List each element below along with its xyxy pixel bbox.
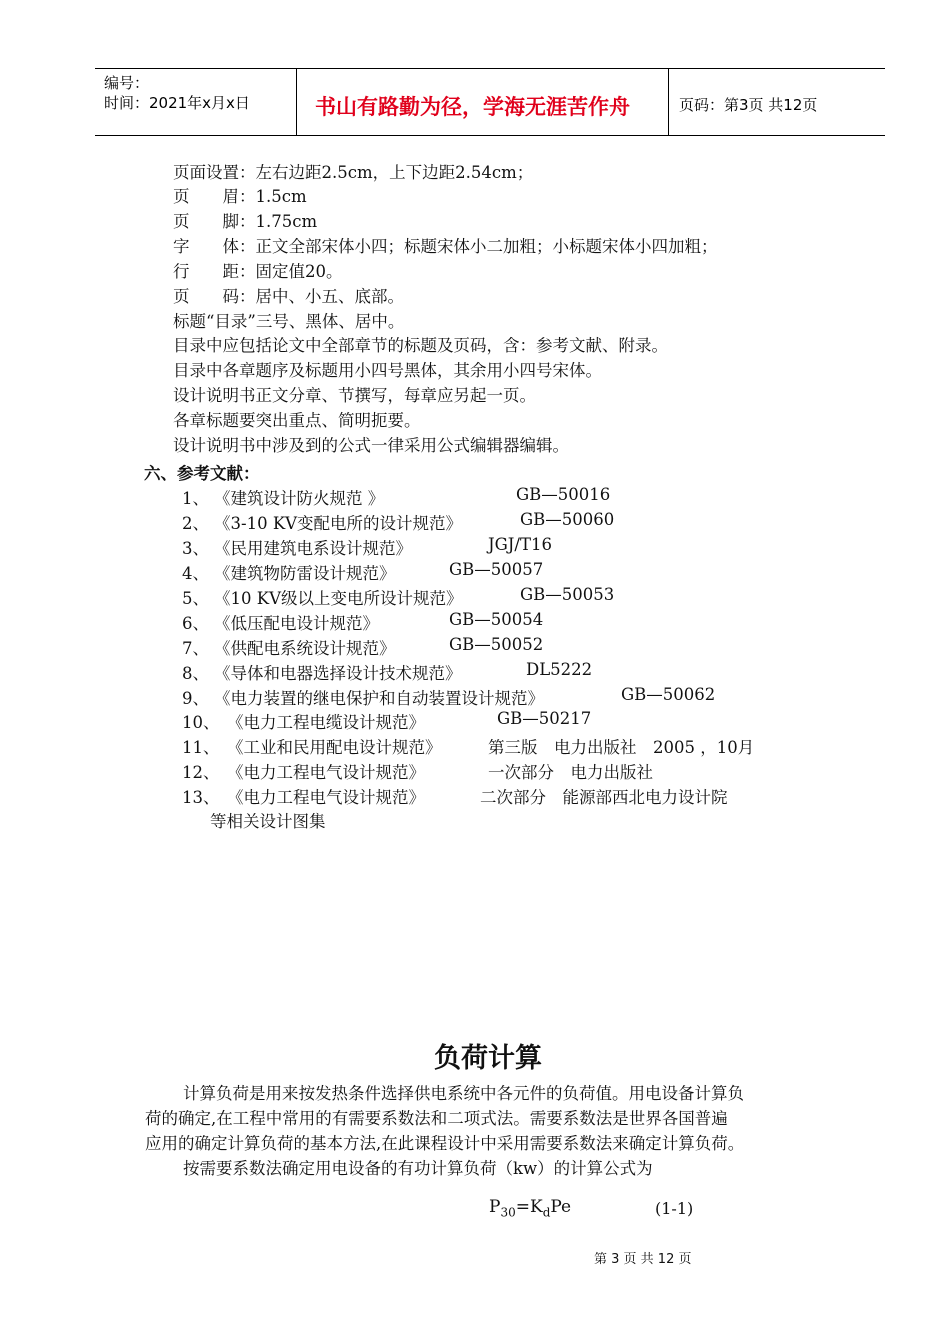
reference-title-7: 《导体和电器选择设计技术规范》 [214, 664, 462, 683]
format-line-4: 行 距：固定值20。 [173, 262, 343, 281]
reference-code-0: GB—50016 [516, 485, 611, 504]
reference-num-12: 13、 [182, 788, 220, 807]
reference-num-4: 5、 [182, 589, 209, 608]
header-serial-label: 编号： [104, 74, 150, 92]
references-heading: 六、参考文献： [144, 464, 260, 483]
format-line-8: 目录中各章题序及标题用小四号黑体，其余用小四号宋体。 [173, 361, 602, 380]
reference-title-8: 《电力装置的继电保护和自动装置设计规范》 [214, 689, 544, 708]
header-page-label: 页码：第3页 共12页 [679, 96, 818, 114]
reference-code-10: 第三版 电力出版社 2005 ，10月 [488, 738, 755, 757]
header-bottom-rule [95, 135, 885, 136]
reference-title-12: 《电力工程电气设计规范》 [227, 788, 425, 807]
reference-num-2: 3、 [182, 539, 209, 558]
format-line-0: 页面设置：左右边距2.5cm，上下边距2.54cm； [173, 163, 534, 182]
formula-eq: =K [515, 1197, 543, 1217]
formula-tail: Pe [550, 1197, 572, 1217]
reference-num-7: 8、 [182, 664, 209, 683]
reference-code-11: 一次部分 电力出版社 [488, 763, 653, 782]
reference-title-4: 《10 KV级以上变电所设计规范》 [214, 589, 463, 608]
format-line-2: 页 脚：1.75cm [173, 212, 318, 231]
header-motto: 书山有路勤为径，学海无涯苦作舟 [315, 95, 630, 119]
reference-num-9: 10、 [182, 713, 220, 732]
formula-k-subscript: d [542, 1205, 551, 1220]
format-line-11: 设计说明书中涉及到的公式一律采用公式编辑器编辑。 [173, 436, 569, 455]
reference-title-11: 《电力工程电气设计规范》 [227, 763, 425, 782]
reference-code-6: GB—50052 [449, 635, 544, 654]
reference-num-8: 9、 [182, 689, 209, 708]
reference-code-3: GB—50057 [449, 560, 544, 579]
reference-code-9: GB—50217 [497, 709, 592, 728]
paragraph-line-0: 计算负荷是用来按发热条件选择供电系统中各元件的负荷值。用电设备计算负 [183, 1084, 744, 1103]
reference-code-5: GB—50054 [449, 610, 544, 629]
format-line-5: 页 码：居中、小五、底部。 [173, 287, 404, 306]
reference-title-3: 《建筑物防雷设计规范》 [214, 564, 396, 583]
header-time-label: 时间：2021年x月x日 [104, 94, 250, 112]
reference-num-5: 6、 [182, 614, 209, 633]
format-line-10: 各章标题要突出重点、简明扼要。 [173, 411, 421, 430]
reference-num-11: 12、 [182, 763, 220, 782]
reference-title-1: 《3-10 KV变配电所的设计规范》 [214, 514, 463, 533]
reference-title-5: 《低压配电设计规范》 [214, 614, 379, 633]
page-footer: 第 3 页 共 12 页 [594, 1252, 692, 1267]
header-top-rule [95, 68, 885, 69]
reference-code-2: JGJ/T16 [488, 535, 552, 554]
formula-p: P [489, 1197, 501, 1217]
format-line-6: 标题“目录”三号、黑体、居中。 [173, 312, 405, 331]
reference-code-12: 二次部分 能源部西北电力设计院 [480, 788, 728, 807]
paragraph-line-1: 荷的确定,在工程中常用的有需要系数法和二项式法。需要系数法是世界各国普遍 [145, 1109, 728, 1128]
references-tail: 等相关设计图集 [210, 812, 326, 831]
reference-title-2: 《民用建筑电系设计规范》 [214, 539, 412, 558]
reference-num-1: 2、 [182, 514, 209, 533]
formula-number: (1-1) [655, 1199, 694, 1218]
header-divider-left [296, 68, 297, 136]
formula-p-subscript: 30 [500, 1205, 516, 1220]
reference-num-10: 11、 [182, 738, 220, 757]
header-divider-right [668, 68, 669, 136]
reference-title-0: 《建筑设计防火规范 》 [214, 489, 385, 508]
format-line-9: 设计说明书正文分章、节撰写，每章应另起一页。 [173, 386, 536, 405]
reference-num-0: 1、 [182, 489, 209, 508]
section-title: 负荷计算 [434, 1043, 542, 1074]
reference-num-3: 4、 [182, 564, 209, 583]
formula [489, 1197, 571, 1219]
format-line-7: 目录中应包括论文中全部章节的标题及页码，含：参考文献、附录。 [173, 336, 668, 355]
reference-title-6: 《供配电系统设计规范》 [214, 639, 396, 658]
format-line-3: 字 体：正文全部宋体小四；标题宋体小二加粗；小标题宋体小四加粗； [173, 237, 718, 256]
paragraph-line-3: 按需要系数法确定用电设备的有功计算负荷（kw）的计算公式为 [183, 1159, 653, 1178]
reference-num-6: 7、 [182, 639, 209, 658]
reference-code-4: GB—50053 [520, 585, 615, 604]
reference-code-8: GB—50062 [621, 685, 716, 704]
reference-title-9: 《电力工程电缆设计规范》 [227, 713, 425, 732]
paragraph-line-2: 应用的确定计算负荷的基本方法,在此课程设计中采用需要系数法来确定计算负荷。 [145, 1134, 745, 1153]
reference-title-10: 《工业和民用配电设计规范》 [227, 738, 442, 757]
reference-code-1: GB—50060 [520, 510, 615, 529]
format-line-1: 页 眉：1.5cm [173, 187, 307, 206]
reference-code-7: DL5222 [526, 660, 593, 679]
